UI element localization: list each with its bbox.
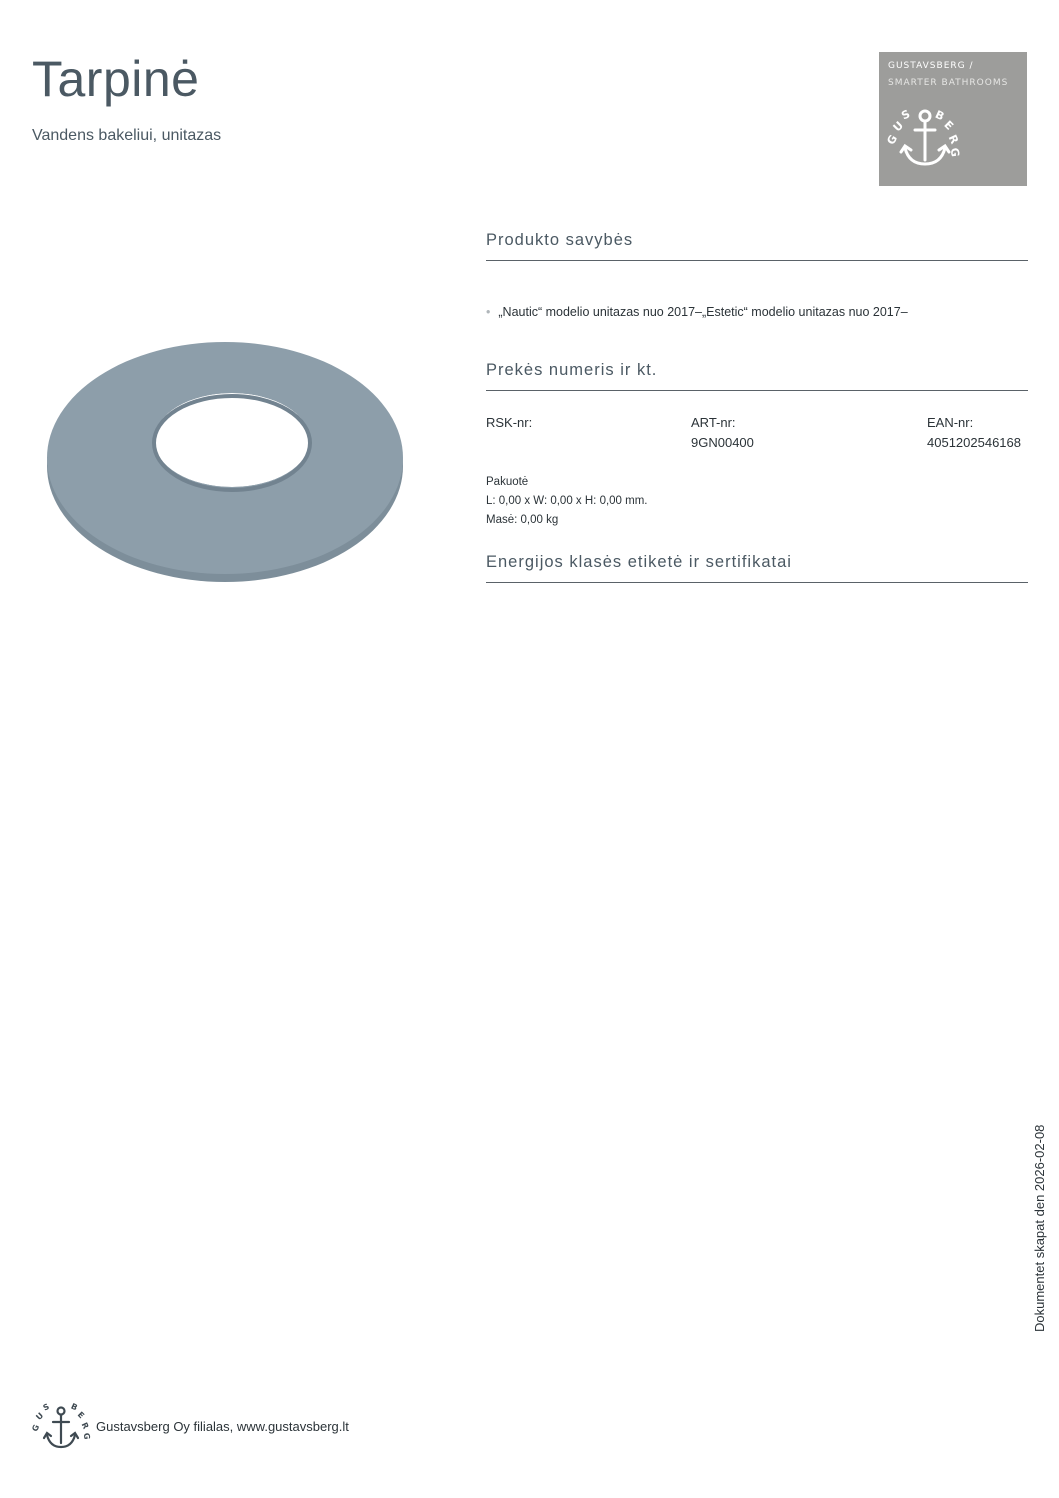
- art-value: 9GN00400: [691, 435, 754, 450]
- brand-line-2: SMARTER BATHROOMS: [888, 78, 1009, 88]
- svg-text:R: R: [945, 132, 961, 146]
- rsk-label: RSK-nr:: [486, 415, 533, 430]
- brand-line-1: GUSTAVSBERG /: [888, 61, 974, 71]
- energy-heading: Energijos klasės etiketė ir sertifikatai: [486, 553, 1028, 583]
- ean-value: 4051202546168: [927, 435, 1021, 450]
- bullet-icon: •: [486, 305, 491, 319]
- gasket-image: [40, 318, 420, 598]
- svg-text:U: U: [34, 1410, 46, 1422]
- svg-text:R: R: [79, 1421, 91, 1431]
- svg-text:E: E: [75, 1410, 86, 1421]
- feature-list-item: [486, 305, 908, 319]
- svg-text:G: G: [884, 132, 901, 147]
- brand-logo-box: [879, 52, 1027, 186]
- features-heading: Produkto savybės: [486, 231, 1028, 261]
- feature-text: „Nautic“ modelio unitazas nuo 2017–„Estetic“ modelio unitazas nuo 2017–: [498, 305, 908, 319]
- svg-text:S: S: [899, 107, 913, 123]
- document-created-note: Dokumentet skapat den 2026-02-08: [1032, 1124, 1047, 1332]
- numbers-heading: Prekės numeris ir kt.: [486, 361, 1028, 391]
- svg-text:E: E: [941, 118, 956, 133]
- svg-text:U: U: [890, 118, 907, 135]
- art-label: ART-nr:: [691, 415, 736, 430]
- svg-text:G: G: [30, 1423, 42, 1433]
- svg-text:B: B: [69, 1401, 79, 1413]
- page-title: Tarpinė: [32, 51, 200, 107]
- svg-text:G: G: [947, 147, 962, 158]
- svg-text:G: G: [81, 1432, 92, 1440]
- package-label: Pakuotė: [486, 476, 529, 488]
- package-dimensions: L: 0,00 x W: 0,00 x H: 0,00 mm.: [486, 495, 648, 507]
- svg-text:B: B: [933, 107, 947, 124]
- ean-label: EAN-nr:: [927, 415, 974, 430]
- package-mass: Masė: 0,00 kg: [486, 514, 559, 526]
- footer-company-text: Gustavsberg Oy filialas, www.gustavsberg.lt: [96, 1419, 349, 1434]
- page-subtitle: Vandens bakeliui, unitazas: [32, 127, 222, 144]
- anchor-icon: [884, 102, 967, 182]
- footer-anchor-icon: [31, 1397, 91, 1455]
- svg-text:S: S: [41, 1401, 51, 1413]
